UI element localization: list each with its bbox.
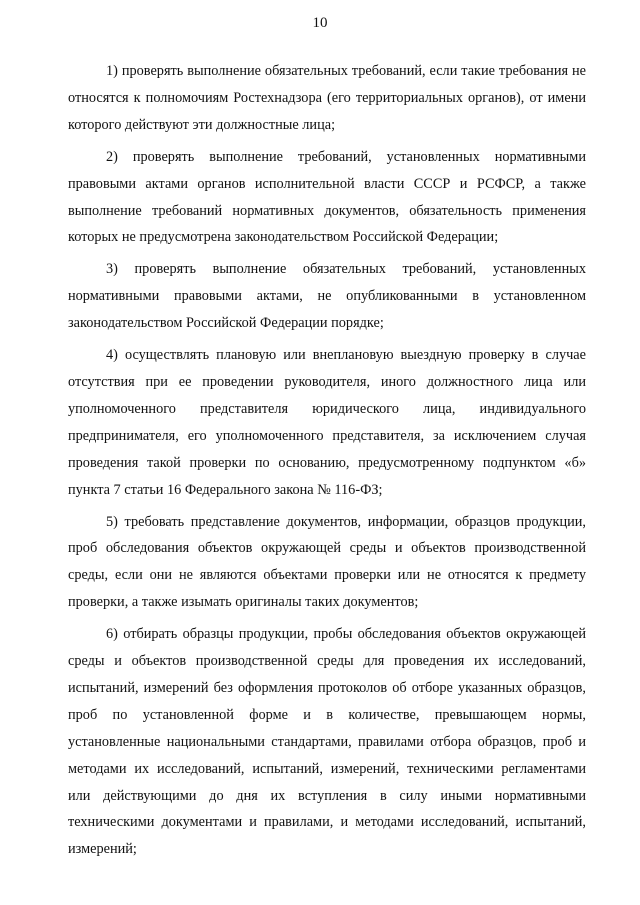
paragraph-item-5: 5) требовать представление документов, информации, образцов продукции, проб обследования объектов окружающей среды и объектов производственной среды, если они не являются объектами проверки или не относятся к предмету проверки, а также изымать оригиналы таких документов;	[68, 513, 586, 611]
paragraph-item-6: 6) отбирать образцы продукции, пробы обследования объектов окружающей среды и объектов производственной среды для проведения их исследований, испытаний, измерений без оформления протоколов об отборе указанных образцов, проб по установленной форме и в количестве, превышающем нормы, установленные национальными стандартами, правилами отбора образцов, проб и методами их исследований, испытаний, измерений, техническими регламентами или действующими до дня их вступления в силу иными нормативными техническими документами и правилами, и методами исследований, испытаний, измерений;	[68, 626, 586, 858]
paragraph-item-3: 3) проверять выполнение обязательных требований, установленных нормативными правовыми актами, не опубликованными в установленном законодательством Российской Федерации порядке;	[68, 261, 586, 332]
body-text	[68, 58, 586, 863]
paragraph-item-2: 2) проверять выполнение требований, установленных нормативными правовыми актами органов исполнительной власти СССР и РСФСР, а также выполнение требований нормативных документов, обязательность применения которых не предусмотрена законодательством Российской Федерации;	[68, 148, 586, 246]
paragraph-item-1: 1) проверять выполнение обязательных требований, если такие требования не относятся к полномочиям Ростехнадзора (его территориальных органов), от имени которого действуют эти должностные лица;	[68, 63, 586, 133]
paragraph-item-4: 4) осуществлять плановую или внеплановую выездную проверку в случае отсутствия при ее проведении руководителя, иного должностного лица или уполномоченного представителя юридического лица, индивидуального предпринимателя, его уполномоченного представителя, за исключением случая проведения такой проверки по основанию, предусмотренному подпунктом «б» пункта 7 статьи 16 Федерального закона № 116-ФЗ;	[68, 347, 586, 498]
page-number: 10	[312, 15, 328, 31]
